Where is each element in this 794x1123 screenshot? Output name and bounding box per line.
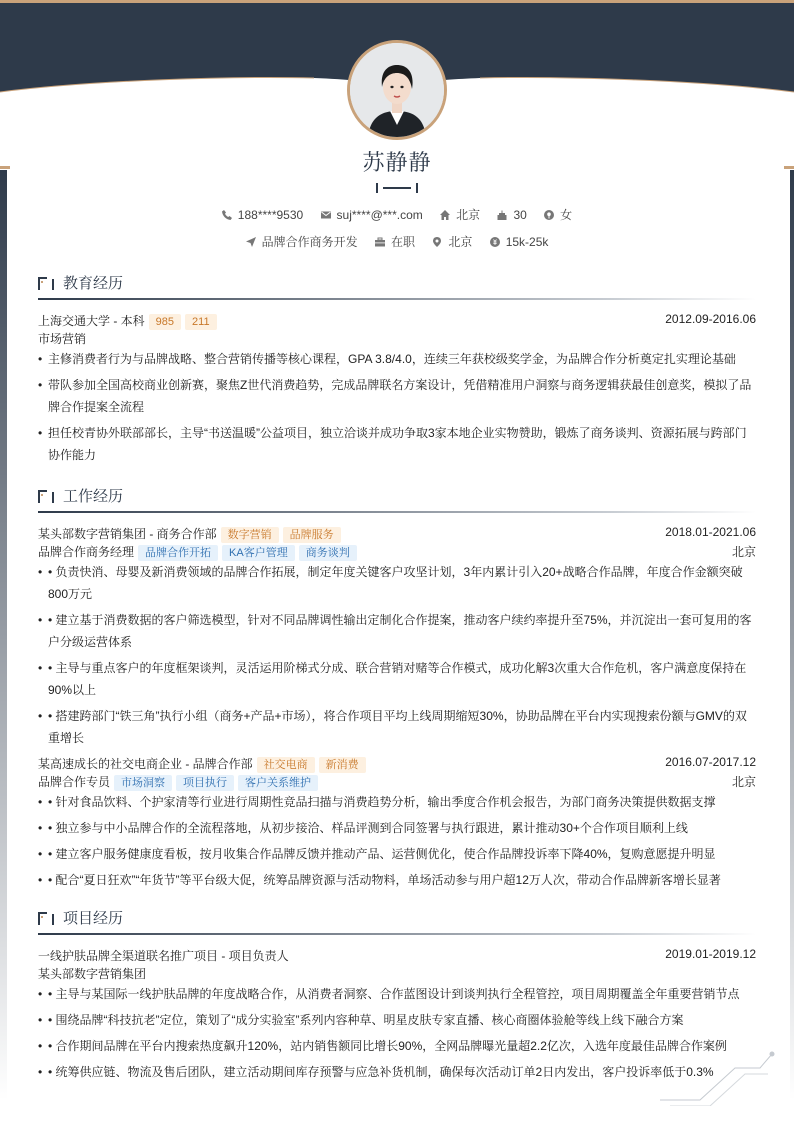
briefcase-icon: [375, 237, 385, 247]
list-item: • 主修消费者行为与品牌战略、整合营销传播等核心课程，GPA 3.8/4.0，连续三年获校级奖学金，为品牌合作分析奠定扎实理论基础: [38, 348, 756, 370]
age-text: 30: [513, 208, 527, 222]
phone-text: 188****9530: [237, 208, 304, 222]
project-header-row: [38, 945, 756, 963]
skill-tag: 商务谈判: [299, 545, 357, 561]
project-org-row: [38, 963, 756, 981]
target-position-text: 品牌合作商务开发: [261, 235, 358, 249]
skill-tag: KA客户管理: [222, 545, 295, 561]
section-title-text: 教育经历: [63, 275, 124, 292]
list-item: • • 建立基于消费数据的客户筛选模型，针对不同品牌调性输出定制化合作提案，推动客户续约率提升至75%，并沉淀出一套可复用的客户分级运营体系: [38, 609, 756, 653]
home-icon: [440, 210, 450, 220]
project-section-title: [38, 907, 756, 931]
section-title-text: 项目经历: [63, 910, 124, 927]
list-item: • • 独立参与中小品牌合作的全流程落地，从初步接洽、样品评测到合同签署与执行跟进，累计推动30+个合作项目顺利上线: [38, 817, 756, 839]
list-item: • • 主导与重点客户的年度框架谈判，灵活运用阶梯式分成、联合营销对赌等合作模式，成功化解3次重大合作危机，客户满意度保持在90%以上: [38, 657, 756, 701]
contact-info-row: [0, 206, 794, 223]
skill-tag: 客户关系维护: [238, 775, 318, 791]
list-item: • • 主导与某国际一线护肤品牌的年度战略合作，从消费者洞察、合作蓝图设计到谈判执行全程管控，项目周期覆盖全年重要营销节点: [38, 983, 756, 1005]
section-marker-icon: [38, 276, 54, 290]
industry-tag: 品牌服务: [283, 527, 341, 543]
work-period: 2016.07-2017.12: [665, 755, 756, 769]
right-edge-bar: [790, 170, 794, 1100]
school-degree: 上海交通大学 - 本科: [38, 314, 145, 328]
list-item: • • 统筹供应链、物流及售后团队，建立活动期间库存预警与应急补货机制，确保每次活动订单2日内发出，客户投诉率低于0.3%: [38, 1061, 756, 1083]
gender-icon: [544, 210, 554, 220]
section-divider: [38, 511, 756, 513]
money-icon: [490, 237, 500, 247]
avatar: [347, 40, 447, 140]
work-header-row: [38, 523, 756, 541]
profile-photo-icon: [350, 43, 444, 137]
work-period: 2018.01-2021.06: [665, 525, 756, 539]
work-role-row: [38, 541, 756, 559]
list-item: • 担任校青协外联部部长，主导“书送温暖”公益项目，独立洽谈并成功争取3家本地企业实物赞助，锻炼了商务谈判、资源拓展与跨部门协作能力: [38, 422, 756, 466]
name-divider-icon: [375, 182, 419, 194]
skill-tag: 品牌合作开拓: [138, 545, 218, 561]
list-item: • • 合作期间品牌在平台内搜索热度飙升120%，站内销售额同比增长90%，全网品牌曝光量超2.2亿次，入选年度最佳品牌合作案例: [38, 1035, 756, 1057]
industry-tag: 数字营销: [221, 527, 279, 543]
left-edge-bar: [0, 170, 7, 1100]
work-header-row: [38, 753, 756, 771]
education-section: [38, 272, 756, 470]
work-bullets: [38, 791, 756, 891]
school-tag: 211: [185, 314, 217, 330]
work-section: [38, 485, 756, 895]
work-bullets: [38, 561, 756, 749]
salary-text: 15k-25k: [505, 235, 549, 249]
project-period: 2019.01-2019.12: [665, 947, 756, 961]
list-item: • • 负责快消、母婴及新消费领域的品牌合作拓展，制定年度关键客户攻坚计划，3年内累计引入20+战略合作品牌，年度合作金额突破800万元: [38, 561, 756, 605]
project-bullets: [38, 983, 756, 1083]
status-text: 在职: [390, 235, 415, 249]
education-bullets: [38, 348, 756, 466]
work-city: 北京: [731, 545, 756, 559]
company-text: 某高速成长的社交电商企业 - 品牌合作部: [38, 757, 253, 771]
list-item: • • 建立客户服务健康度看板，按月收集合作品牌反馈并推动产品、运营侧优化，使合作品牌投诉率下降40%，复购意愿提升明显: [38, 843, 756, 865]
section-divider: [38, 933, 756, 935]
major-text: 市场营销: [38, 332, 87, 346]
school-tag: 985: [149, 314, 181, 330]
project-section: [38, 907, 756, 1087]
work-section-title: [38, 485, 756, 509]
gender-text: 女: [560, 208, 573, 222]
target-city-text: 北京: [448, 235, 473, 249]
list-item: • 带队参加全国高校商业创新赛，聚焦Z世代消费趋势，完成品牌联名方案设计，凭借精准用户洞察与商务逻辑获最佳创意奖，模拟了品牌合作提案全流程: [38, 374, 756, 418]
list-item: • • 针对食品饮料、个护家清等行业进行周期性竞品扫描与消费趋势分析，输出季度合作机会报告，为部门商务决策提供数据支撑: [38, 791, 756, 813]
section-divider: [38, 298, 756, 300]
skill-tag: 项目执行: [176, 775, 234, 791]
list-item: • • 围绕品牌“科技抗老”定位，策划了“成分实验室”系列内容种草、明星皮肤专家直播、核心商圈体验舱等线上线下融合方案: [38, 1009, 756, 1031]
location-text: 北京: [456, 208, 481, 222]
mail-icon: [321, 210, 331, 220]
education-header-row: [38, 310, 756, 328]
project-org: 某头部数字营销集团: [38, 967, 147, 981]
company-text: 某头部数字营销集团 - 商务合作部: [38, 527, 217, 541]
intention-info-row: [0, 233, 794, 250]
work-city: 北京: [731, 775, 756, 789]
section-marker-icon: [38, 911, 54, 925]
phone-icon: [222, 210, 232, 220]
section-marker-icon: [38, 489, 54, 503]
work-role-row: [38, 771, 756, 789]
location-icon: [432, 237, 442, 247]
education-major-row: [38, 328, 756, 346]
cake-icon: [497, 210, 507, 220]
education-section-title: [38, 272, 756, 296]
email-text: suj****@***.com: [336, 208, 423, 222]
project-title: 一线护肤品牌全渠道联名推广项目 - 项目负责人: [38, 949, 289, 963]
section-title-text: 工作经历: [63, 488, 124, 505]
list-item: • • 搭建跨部门“铁三角”执行小组（商务+产品+市场），将合作项目平均上线周期缩短30%，协助品牌在平台内实现搜索份额与GMV的双重增长: [38, 705, 756, 749]
skill-tag: 市场洞察: [114, 775, 172, 791]
send-icon: [246, 237, 256, 247]
role-text: 品牌合作专员: [38, 775, 111, 789]
list-item: • • 配合“夏日狂欢”“年货节”等平台级大促，统筹品牌资源与活动物料，单场活动参与用户超12万人次，带动合作品牌新客增长显著: [38, 869, 756, 891]
candidate-name: 苏静静: [362, 150, 432, 175]
role-text: 品牌合作商务经理: [38, 545, 135, 559]
industry-tag: 新消费: [319, 757, 366, 773]
education-period: 2012.09-2016.06: [665, 312, 756, 326]
corner-decoration-icon: [660, 1050, 780, 1106]
industry-tag: 社交电商: [257, 757, 315, 773]
